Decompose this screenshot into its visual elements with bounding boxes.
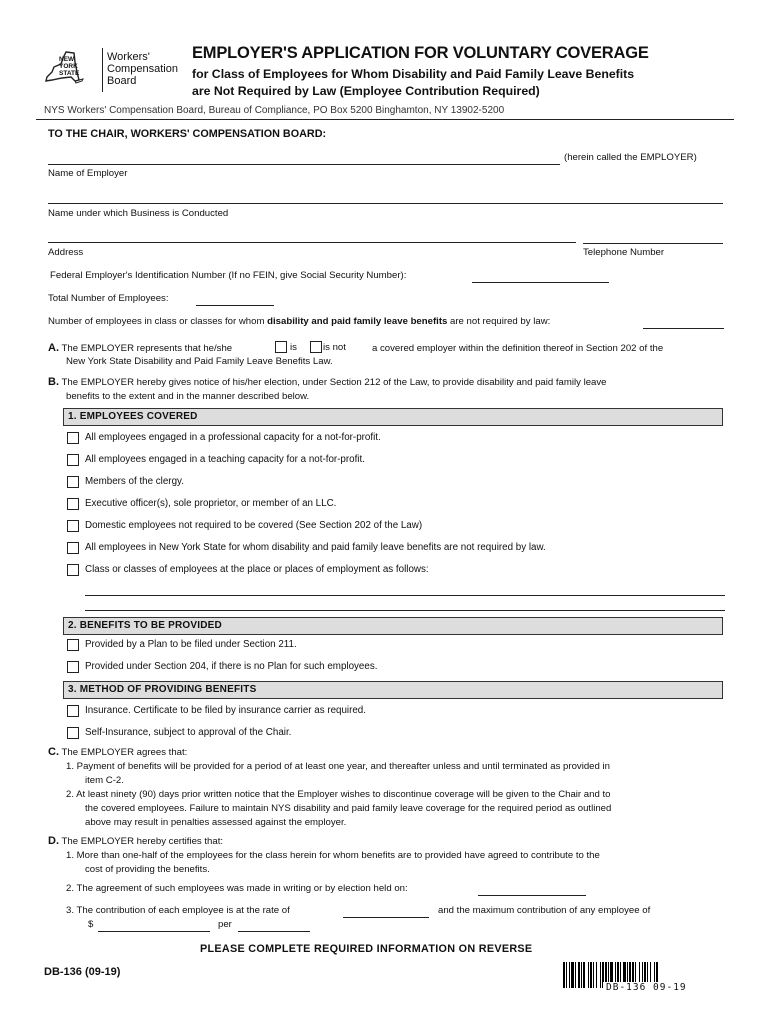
class-employees-field[interactable] [643, 328, 724, 329]
s1-item-1-checkbox[interactable] [67, 454, 79, 466]
dollar-sign: $ [88, 919, 94, 930]
per-label: per [218, 919, 232, 930]
class-employees-label [48, 316, 550, 327]
section-c-item2-line2: the covered employees. Failure to maintain NYS disability and paid family leave coverage for the required period as outlined [85, 803, 612, 814]
max-contribution-field[interactable] [98, 931, 210, 932]
section-c-intro: The EMPLOYER agrees that: [61, 747, 188, 758]
s3-item-0-label: Insurance. Certificate to be filed by insurance carrier as required. [85, 705, 366, 716]
s2-item-0-checkbox[interactable] [67, 639, 79, 651]
board-address: NYS Workers' Compensation Board, Bureau of Compliance, PO Box 5200 Binghamton, NY 13902-5200 [44, 105, 505, 116]
s3-item-1-label: Self-Insurance, subject to approval of the Chair. [85, 727, 292, 738]
form-title: EMPLOYER'S APPLICATION FOR VOLUNTARY COVERAGE [192, 44, 649, 62]
is-checkbox[interactable] [275, 341, 287, 353]
section-a-letter: A. [48, 342, 59, 354]
class-description-line2[interactable] [85, 610, 725, 611]
business-name-field[interactable] [48, 203, 723, 204]
logo-wcb-line2: Compensation [107, 63, 178, 75]
employees-covered-header: 1. EMPLOYEES COVERED [63, 408, 723, 426]
is-not-label: is not [323, 342, 346, 353]
section-b [48, 376, 607, 388]
section-d-item1-line2: cost of providing the benefits. [85, 864, 210, 875]
section-b-line2: benefits to the extent and in the manner described below. [66, 391, 310, 402]
logo-state-line3: STATE [59, 70, 80, 77]
telephone-field[interactable] [583, 243, 723, 244]
logo-wcb-line3: Board [107, 75, 137, 87]
election-date-field[interactable] [478, 895, 586, 896]
per-period-field[interactable] [238, 931, 310, 932]
contribution-rate-field[interactable] [343, 917, 429, 918]
to-chair-heading: TO THE CHAIR, WORKERS' COMPENSATION BOARD: [48, 128, 327, 140]
section-d-item1-line1: 1. More than one-half of the employees for the class herein for whom benefits are to provided have agreed to contribute to the [66, 850, 600, 861]
section-c-item2-line3: above may result in penalties assessed against the employer. [85, 817, 347, 828]
s1-item-3-checkbox[interactable] [67, 498, 79, 510]
business-name-label: Name under which Business is Conducted [48, 208, 229, 219]
class-label-post: are not required by law: [447, 316, 551, 327]
section-a [48, 342, 232, 354]
total-employees-label: Total Number of Employees: [48, 293, 169, 304]
s1-item-4-label: Domestic employees not required to be covered (See Section 202 of the Law) [85, 520, 423, 531]
complete-reverse-notice: PLEASE COMPLETE REQUIRED INFORMATION ON REVERSE [200, 943, 533, 955]
logo-state-line1: NEW [59, 56, 75, 63]
section-d-intro: The EMPLOYER hereby certifies that: [61, 836, 224, 847]
header-rule [36, 119, 734, 120]
section-d-item3-mid: and the maximum contribution of any employee of [438, 905, 651, 916]
form-subtitle-line1: for Class of Employees for Whom Disability and Paid Family Leave Benefits [192, 67, 635, 81]
s1-item-5-label: All employees in New York State for whom disability and paid family leave benefits are not required by law. [85, 542, 546, 553]
section-d-item2: 2. The agreement of such employees was made in writing or by election held on: [66, 883, 408, 894]
method-benefits-header: 3. METHOD OF PROVIDING BENEFITS [63, 681, 723, 699]
employer-name-field[interactable] [48, 164, 560, 165]
s1-item-0-checkbox[interactable] [67, 432, 79, 444]
section-a-line2: New York State Disability and Paid Family Leave Benefits Law. [66, 356, 333, 367]
section-d-letter: D. [48, 835, 59, 847]
benefits-provided-header: 2. BENEFITS TO BE PROVIDED [63, 617, 723, 635]
section-c-item1-line1: 1. Payment of benefits will be provided for a period of at least one year, and thereafter unless and until terminated as provided in [66, 761, 610, 772]
s3-item-0-checkbox[interactable] [67, 705, 79, 717]
total-employees-field[interactable] [196, 305, 274, 306]
fein-field[interactable] [472, 282, 609, 283]
class-label-pre: Number of employees in class or classes for whom [48, 316, 268, 327]
s2-item-1-label: Provided under Section 204, if there is no Plan for such employees. [85, 661, 378, 672]
form-subtitle-line2: are Not Required by Law (Employee Contribution Required) [192, 84, 540, 98]
section-b-letter: B. [48, 376, 59, 388]
employer-name-label: Name of Employer [48, 168, 128, 179]
section-c-letter: C. [48, 746, 59, 758]
s1-item-3-label: Executive officer(s), sole proprietor, or member of an LLC. [85, 498, 337, 509]
barcode-text: DB-136 09-19 [603, 982, 690, 993]
section-b-line1: The EMPLOYER hereby gives notice of his/her election, under Section 212 of the Law, to provide disability and paid family leave [61, 377, 607, 388]
s1-item-4-checkbox[interactable] [67, 520, 79, 532]
section-d [48, 835, 223, 847]
s1-item-2-label: Members of the clergy. [85, 476, 184, 487]
address-field[interactable] [48, 242, 576, 243]
s1-item-6-checkbox[interactable] [67, 564, 79, 576]
s1-item-6-label: Class or classes of employees at the place or places of employment as follows: [85, 564, 429, 575]
nys-wcb-logo [44, 48, 184, 94]
s2-item-0-label: Provided by a Plan to be filed under Section 211. [85, 639, 297, 650]
is-not-checkbox[interactable] [310, 341, 322, 353]
section-c-item1-line2: item C-2. [85, 775, 124, 786]
section-d-item3-pre: 3. The contribution of each employee is at the rate of [66, 905, 290, 916]
logo-wcb-line1: Workers' [107, 51, 150, 63]
s1-item-5-checkbox[interactable] [67, 542, 79, 554]
barcode [563, 962, 725, 996]
s1-item-2-checkbox[interactable] [67, 476, 79, 488]
section-a-pre: The EMPLOYER represents that he/she [61, 343, 233, 354]
section-a-post: a covered employer within the definition thereof in Section 202 of the [372, 343, 664, 354]
section-c-item2-line1: 2. At least ninety (90) days prior written notice that the Employer wishes to discontinue coverage will be given to the Chair and to [66, 789, 611, 800]
logo-state-line2: YORK [59, 63, 78, 70]
herein-called-label: (herein called the EMPLOYER) [564, 152, 697, 163]
fein-label: Federal Employer's Identification Number (If no FEIN, give Social Security Number): [50, 270, 407, 281]
section-c [48, 746, 187, 758]
is-label: is [290, 342, 297, 353]
s1-item-0-label: All employees engaged in a professional capacity for a not-for-profit. [85, 432, 381, 443]
form-id: DB-136 (09-19) [44, 966, 121, 978]
s2-item-1-checkbox[interactable] [67, 661, 79, 673]
class-label-bold: disability and paid family leave benefits [267, 316, 448, 327]
telephone-label: Telephone Number [583, 247, 665, 258]
class-description-line1[interactable] [85, 595, 725, 596]
address-label: Address [48, 247, 84, 258]
s1-item-1-label: All employees engaged in a teaching capacity for a not-for-profit. [85, 454, 365, 465]
s3-item-1-checkbox[interactable] [67, 727, 79, 739]
